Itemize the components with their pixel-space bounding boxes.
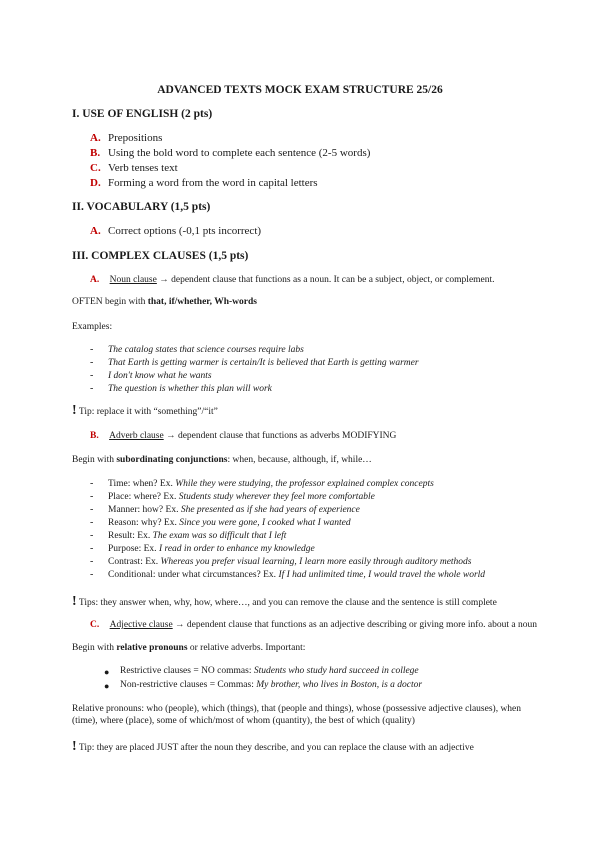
adverb-clause-begin: [72, 455, 372, 465]
list-letter: A.: [90, 275, 100, 285]
type-example: Since you were gone, I cooked what I wanted: [179, 518, 351, 528]
type-example: I read in order to enhance my knowledge: [158, 544, 315, 554]
list-letter: B.: [90, 431, 99, 441]
keywords: that, if/whether, Wh-words: [147, 297, 257, 307]
type-label: Manner: how? Ex.: [108, 505, 181, 515]
dash-bullet: -: [90, 491, 94, 502]
example-item: The question is whether this plan will work: [108, 384, 272, 394]
list-item: [90, 147, 371, 159]
list-text: Correct options (-0,1 pts incorrect): [108, 225, 262, 237]
bullet-item: [120, 666, 419, 676]
adverb-type-item: [108, 544, 315, 554]
type-example: While they were studying, the professor explained complex concepts: [175, 479, 434, 489]
dash-bullet: -: [90, 504, 94, 515]
dash-bullet: -: [90, 530, 94, 541]
type-label: Result: Ex.: [108, 531, 153, 541]
type-label: Conditional: under what circumstances? Ex.: [108, 570, 279, 580]
type-example: Students study wherever they feel more comfortable: [178, 492, 375, 502]
dash-bullet: -: [90, 344, 94, 355]
adverb-type-item: [108, 557, 472, 567]
adverb-type-item: [108, 531, 286, 541]
dash-bullet: -: [90, 517, 94, 528]
adverb-clause-tip: [72, 594, 497, 610]
list-text: Prepositions: [108, 132, 163, 144]
tip-text: Tip: replace it with “something”/“it”: [78, 407, 218, 417]
example-item: That Earth is getting warmer is certain/It is believed that Earth is getting warmer: [108, 358, 419, 368]
exclamation-icon: !: [72, 739, 77, 754]
type-example: If I had unlimited time, I would travel the whole world: [278, 570, 486, 580]
text: or relative adverbs. Important:: [187, 643, 306, 653]
tip-text: Tips: they answer when, why, how, where…, and you can remove the clause and the sentence is still complete: [78, 598, 497, 608]
adverb-type-item: [108, 518, 351, 528]
section-vocabulary-heading: II. VOCABULARY (1,5 pts): [72, 201, 211, 213]
adjective-clause-definition: [90, 620, 537, 630]
tip-text: Tip: they are placed JUST after the noun they describe, and you can replace the clause with an adjective: [78, 743, 474, 753]
list-letter: C.: [90, 162, 101, 174]
type-label: Time: when? Ex.: [108, 479, 176, 489]
example-item: The catalog states that science courses require labs: [108, 345, 304, 355]
example-item: I don't know what he wants: [108, 371, 212, 381]
relative-pronouns-paragraph: Relative pronouns: who (people), which (things), that (people and things), whose (possessive adjective clauses), when (time), where (place), some of which/most of whom (quantity), the best of which (quality): [72, 704, 522, 726]
adverb-type-item: [108, 505, 360, 515]
text: Begin with: [72, 455, 117, 465]
dash-bullet: -: [90, 556, 94, 567]
adjective-clause-tip: [72, 739, 474, 755]
type-label: Purpose: Ex.: [108, 544, 159, 554]
type-example: She presented as if she had years of experience: [180, 505, 360, 515]
text: OFTEN begin with: [72, 297, 148, 307]
list-letter: A.: [90, 132, 101, 144]
adjective-clause-begin: [72, 643, 305, 653]
noun-clause-definition: [90, 275, 495, 285]
clause-definition: → dependent clause that functions as an adjective describing or giving more info. about a noun: [175, 620, 537, 630]
section-use-of-english-heading: I. USE OF ENGLISH (2 pts): [72, 108, 213, 120]
type-label: Contrast: Ex.: [108, 557, 161, 567]
dash-bullet: -: [90, 383, 94, 394]
text: Begin with: [72, 643, 117, 653]
dash-bullet: -: [90, 569, 94, 580]
list-item: [90, 225, 262, 237]
adverb-clause-definition: [90, 431, 396, 441]
section-complex-clauses-heading: III. COMPLEX CLAUSES (1,5 pts): [72, 250, 249, 262]
list-text: Using the bold word to complete each sentence (2-5 words): [108, 147, 371, 159]
text: : when, because, although, if, while…: [227, 455, 372, 465]
list-letter: B.: [90, 147, 101, 159]
clause-term: Noun clause: [109, 275, 157, 285]
list-letter: D.: [90, 177, 101, 189]
adverb-type-item: [108, 479, 434, 489]
list-item: [90, 132, 163, 144]
dash-bullet: -: [90, 370, 94, 381]
exclamation-icon: !: [72, 594, 77, 609]
document-title: ADVANCED TEXTS MOCK EXAM STRUCTURE 25/26: [157, 84, 443, 96]
type-label: Place: where? Ex.: [108, 492, 179, 502]
adverb-type-item: [108, 570, 485, 580]
clause-term: Adjective clause: [109, 620, 173, 630]
dash-bullet: -: [90, 543, 94, 554]
examples-label: Examples:: [72, 322, 113, 332]
noun-clause-tip: [72, 403, 218, 419]
list-letter: A.: [90, 225, 101, 237]
list-letter: C.: [90, 620, 100, 630]
list-text: Verb tenses text: [108, 162, 178, 174]
exclamation-icon: !: [72, 403, 77, 418]
type-label: Reason: why? Ex.: [108, 518, 180, 528]
list-text: Forming a word from the word in capital letters: [108, 177, 318, 189]
keywords: relative pronouns: [116, 643, 188, 653]
adverb-type-item: [108, 492, 375, 502]
list-item: [90, 162, 178, 174]
dash-bullet: -: [90, 357, 94, 368]
bullet-dot: ●: [104, 681, 110, 691]
bullet-item: [120, 680, 422, 690]
bullet-example: Students who study hard succeed in college: [253, 666, 419, 676]
clause-definition: → dependent clause that functions as adverbs MODIFYING: [166, 431, 397, 441]
list-item: [90, 177, 318, 189]
keywords: subordinating conjunctions: [116, 455, 228, 465]
clause-definition: → dependent clause that functions as a noun. It can be a subject, object, or complement.: [159, 275, 495, 285]
type-example: The exam was so difficult that I left: [152, 531, 287, 541]
bullet-label: Non-restrictive clauses = Commas:: [120, 680, 257, 690]
bullet-label: Restrictive clauses = NO commas:: [120, 666, 254, 676]
dash-bullet: -: [90, 478, 94, 489]
noun-clause-begin: [72, 297, 257, 307]
bullet-example: My brother, who lives in Boston, is a doctor: [256, 680, 423, 690]
clause-term: Adverb clause: [109, 431, 164, 441]
bullet-dot: ●: [104, 667, 110, 677]
type-example: Whereas you prefer visual learning, I learn more easily through auditory methods: [160, 557, 472, 567]
